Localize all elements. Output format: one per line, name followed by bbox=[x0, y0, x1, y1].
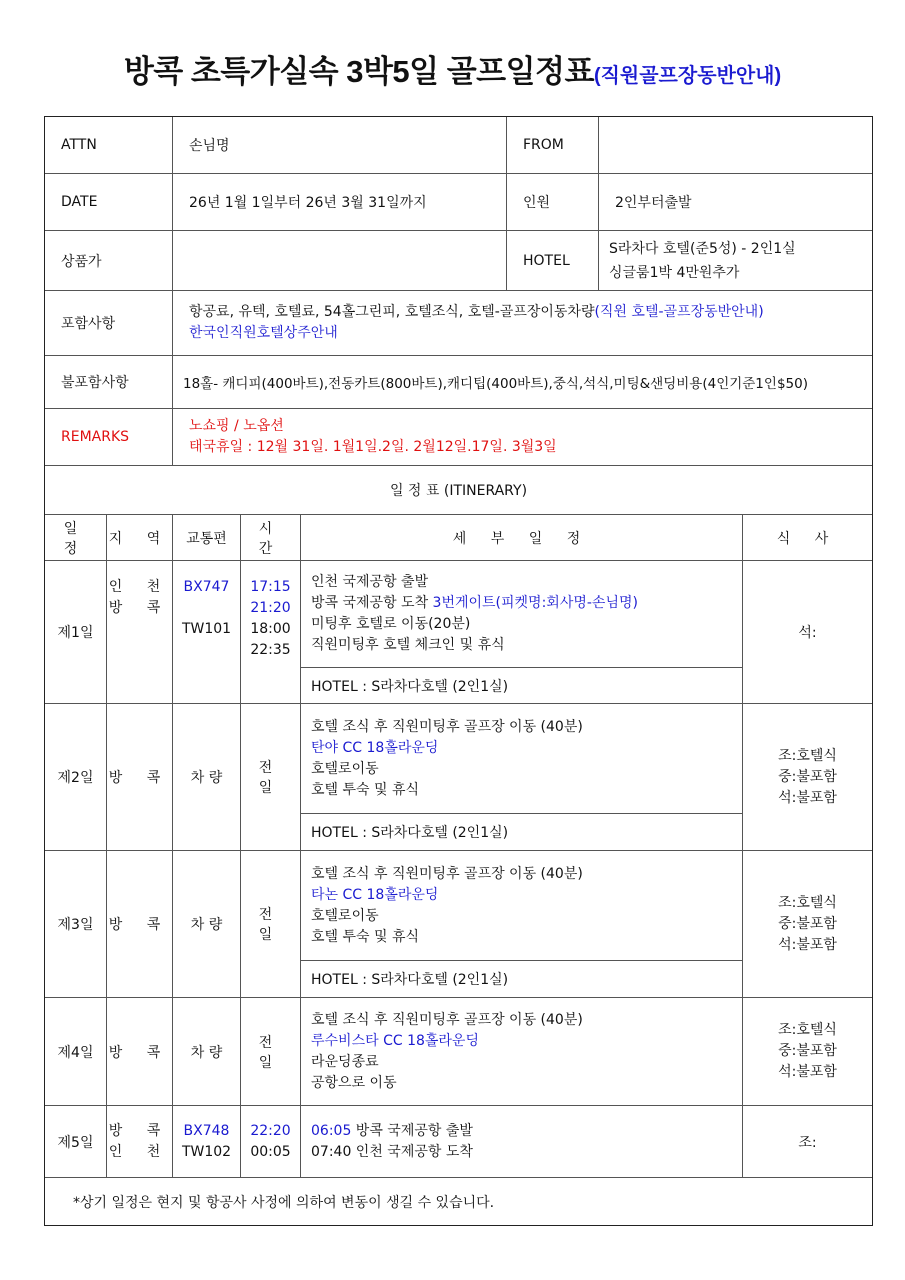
golf-course-tanya: 탄야 CC 18홀라운딩 bbox=[311, 739, 439, 756]
title-main: 방콕 초특가실속 3박5일 골프일정표 bbox=[123, 54, 594, 89]
col-header-transport: 교통편 bbox=[173, 515, 241, 561]
day-1-transport bbox=[173, 561, 241, 704]
page-title bbox=[0, 46, 905, 91]
hotel-value bbox=[599, 231, 872, 291]
day-4-label: 제4일 bbox=[45, 998, 107, 1106]
day-5-transport bbox=[173, 1106, 241, 1178]
day-1-meals: 석: bbox=[743, 561, 872, 704]
itinerary-document bbox=[44, 116, 873, 1226]
day-3-label: 제3일 bbox=[45, 851, 107, 998]
col-header-details: 세 부 일 정 bbox=[301, 515, 743, 561]
included-line-2: 한국인직원호텔상주안내 bbox=[189, 325, 338, 341]
title-sub: (직원골프장동반안내) bbox=[593, 65, 782, 87]
golf-course-rusuvista: 루수비스타 CC 18홀라운딩 bbox=[311, 1032, 479, 1049]
day-2-meals: 조:호텔식 중:불포함 석:불포함 bbox=[743, 704, 872, 851]
day-2-label: 제2일 bbox=[45, 704, 107, 851]
flight-bx748: BX748 bbox=[183, 1122, 230, 1139]
excluded-label: 불포함사항 bbox=[45, 356, 173, 409]
attn-label: ATTN bbox=[45, 117, 173, 174]
day-5-label: 제5일 bbox=[45, 1106, 107, 1178]
flight-tw102: TW102 bbox=[181, 1143, 232, 1160]
day-5-details: 06:05 방콕 국제공항 출발 07:40 인천 국제공항 도착 bbox=[301, 1106, 743, 1178]
included-value bbox=[173, 291, 872, 356]
people-value: 2인부터출발 bbox=[599, 174, 872, 231]
col-header-meals: 식 사 bbox=[743, 515, 872, 561]
day-4-meals: 조:호텔식 중:불포함 석:불포함 bbox=[743, 998, 872, 1106]
day-3-times: 전 일 bbox=[241, 851, 301, 998]
day-1-region: 인 천 방 콕 bbox=[107, 561, 173, 704]
day-1-times: 17:15 21:20 18:00 22:35 bbox=[241, 561, 301, 704]
col-header-time: 시 간 bbox=[241, 515, 301, 561]
included-label: 포함사항 bbox=[45, 291, 173, 356]
day-4-times: 전 일 bbox=[241, 998, 301, 1106]
col-header-region: 지 역 bbox=[107, 515, 173, 561]
remarks-label: REMARKS bbox=[45, 409, 173, 466]
date-value: 26년 1월 1일부터 26년 3월 31일까지 bbox=[173, 174, 507, 231]
day-3-transport: 차 량 bbox=[173, 851, 241, 998]
price-value bbox=[173, 231, 507, 291]
flight-bx747: BX747 bbox=[183, 579, 230, 595]
day-5-region: 방 콕 인 천 bbox=[107, 1106, 173, 1178]
price-label: 상품가 bbox=[45, 231, 173, 291]
day-4-region: 방 콕 bbox=[107, 998, 173, 1106]
included-text: 항공료, 유텍, 호텔료, 54홀그린피, 호텔조식, 호텔-골프장이동차량 bbox=[189, 304, 595, 320]
day-5-meals: 조: bbox=[743, 1106, 872, 1178]
day-5-times: 22:20 00:05 bbox=[241, 1106, 301, 1178]
attn-value: 손님명 bbox=[173, 117, 507, 174]
people-label: 인원 bbox=[507, 174, 599, 231]
day-2-transport: 차 량 bbox=[173, 704, 241, 851]
from-value bbox=[599, 117, 872, 174]
from-label: FROM bbox=[507, 117, 599, 174]
day-2-region: 방 콕 bbox=[107, 704, 173, 851]
gate-note: 3번게이트(피켓명:회사명-손님명) bbox=[432, 595, 638, 611]
remarks-value bbox=[173, 409, 872, 466]
day-3-hotel: HOTEL : S라차다호텔 (2인1실) bbox=[301, 961, 743, 998]
excluded-value: 18홀- 캐디피(400바트),전동카트(800바트),캐디팁(400바트),중식,석식,미팅&샌딩비용(4인기준1인$50) bbox=[173, 356, 872, 409]
day-4-details: 호텔 조식 후 직원미팅후 골프장 이동 (40분) 루수비스타 CC 18홀라운딩 라운딩종료 공항으로 이동 bbox=[301, 998, 743, 1106]
day-1-label: 제1일 bbox=[45, 561, 107, 704]
day-3-details: 호텔 조식 후 직원미팅후 골프장 이동 (40분) 타논 CC 18홀라운딩 호텔로이동 호텔 투숙 및 휴식 bbox=[301, 851, 743, 961]
day-2-hotel: HOTEL : S라차다호텔 (2인1실) bbox=[301, 814, 743, 851]
day-2-times: 전 일 bbox=[241, 704, 301, 851]
day-3-region: 방 콕 bbox=[107, 851, 173, 998]
date-label: DATE bbox=[45, 174, 173, 231]
day-2-details: 호텔 조식 후 직원미팅후 골프장 이동 (40분) 탄야 CC 18홀라운딩 호텔로이동 호텔 투숙 및 휴식 bbox=[301, 704, 743, 814]
remarks-line-1: 노쇼핑 / 노옵션 bbox=[189, 418, 284, 434]
col-header-day: 일 정 bbox=[45, 515, 107, 561]
flight-tw101: TW101 bbox=[181, 621, 232, 637]
footnote: *상기 일정은 현지 및 항공사 사정에 의하여 변동이 생길 수 있습니다. bbox=[73, 1194, 495, 1211]
day-1-details: 인천 국제공항 출발 방콕 국제공항 도착 3번게이트(피켓명:회사명-손님명) 미팅후 호텔로 이동(20분) 직원미팅후 호텔 체크인 및 휴식 bbox=[301, 561, 743, 668]
day-4-transport: 차 량 bbox=[173, 998, 241, 1106]
day-1-hotel: HOTEL : S라차다호텔 (2인1실) bbox=[301, 668, 743, 704]
remarks-line-2: 태국휴일 : 12월 31일. 1월1일.2일. 2월12일.17일. 3월3일 bbox=[189, 439, 557, 455]
included-blue-note: (직원 호텔-골프장동반안내) bbox=[594, 304, 764, 320]
golf-course-tanon: 타논 CC 18홀라운딩 bbox=[311, 886, 439, 903]
hotel-line-1: S라차다 호텔(준5성) - 2인1실 bbox=[609, 240, 796, 257]
day-3-meals: 조:호텔식 중:불포함 석:불포함 bbox=[743, 851, 872, 998]
hotel-line-2: 싱글룸1박 4만원추가 bbox=[609, 264, 740, 281]
hotel-label: HOTEL bbox=[507, 231, 599, 291]
itinerary-heading: 일 정 표 (ITINERARY) bbox=[45, 466, 872, 515]
